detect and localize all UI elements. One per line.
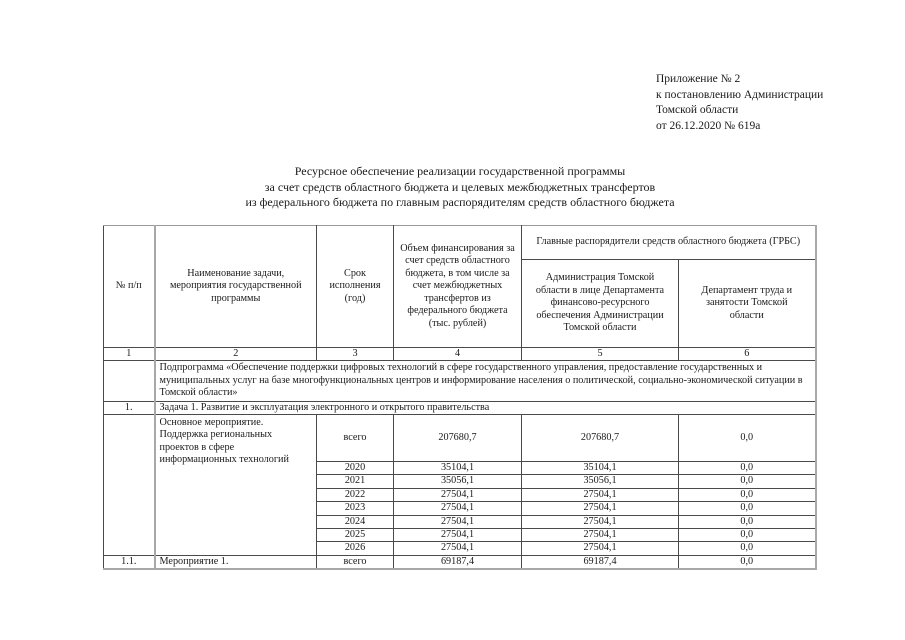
grbs-labor-cell: 0,0: [679, 502, 816, 515]
volume-cell: 27504,1: [394, 529, 522, 542]
term-cell: 2023: [317, 502, 394, 515]
header-grbs-labor: Департамент труда и занятости Томской области: [679, 260, 816, 348]
title-line: Ресурсное обеспечение реализации государственной программы: [294, 164, 626, 178]
task-num: 1.: [104, 401, 155, 414]
volume-cell: 69187,4: [394, 555, 522, 569]
term-cell: 2024: [317, 515, 394, 528]
grbs-admin-cell: 207680,7: [522, 415, 679, 462]
subprogram-title: Подпрограмма «Обеспечение поддержки цифровых технологий в сфере государственного управления, предоставление государственных и муниципальных услуг на базе многофункциональных центров и информирование населения о политической, социально-экономической ситуации в Томской области»: [155, 361, 816, 401]
appendix-line: Томской области: [656, 104, 739, 116]
term-cell: 2025: [317, 529, 394, 542]
col-number: 6: [679, 348, 816, 361]
volume-cell: 207680,7: [394, 415, 522, 462]
volume-cell: 35104,1: [394, 462, 522, 475]
header-volume: Объем финансирования за счет средств областного бюджета, в том числе за счет межбюджетных трансфертов из федерального бюджета (тыс. рублей): [394, 226, 522, 348]
term-cell: 2022: [317, 488, 394, 501]
col-number: 1: [104, 348, 155, 361]
grbs-admin-cell: 27504,1: [522, 529, 679, 542]
resource-table: [103, 225, 817, 570]
col-number: 4: [394, 348, 522, 361]
grbs-admin-cell: 27504,1: [522, 515, 679, 528]
grbs-labor-cell: 0,0: [679, 529, 816, 542]
col-number: 5: [522, 348, 679, 361]
grbs-admin-cell: 69187,4: [522, 555, 679, 569]
main-event-name: Основное мероприятие. Поддержка региональных проектов в сфере информационных технологий: [155, 415, 317, 556]
grbs-labor-cell: 0,0: [679, 415, 816, 462]
volume-cell: 27504,1: [394, 488, 522, 501]
col-number: 2: [155, 348, 317, 361]
grbs-admin-cell: 27504,1: [522, 502, 679, 515]
header-name: Наименование задачи, мероприятия государственной программы: [155, 226, 317, 348]
event-name: Мероприятие 1.: [155, 555, 317, 569]
header-grbs-admin: Администрация Томской области в лице Департамента финансово-ресурсного обеспечения Администрации Томской области: [522, 260, 679, 348]
grbs-labor-cell: 0,0: [679, 462, 816, 475]
title-line: за счет средств областного бюджета и целевых межбюджетных трансфертов: [264, 179, 656, 194]
event-num: 1.1.: [104, 555, 155, 569]
volume-cell: 27504,1: [394, 502, 522, 515]
main-event-num: [104, 415, 155, 556]
volume-cell: 27504,1: [394, 542, 522, 555]
term-cell: всего: [317, 555, 394, 569]
term-cell: 2020: [317, 462, 394, 475]
term-cell: 2021: [317, 475, 394, 488]
header-term: Срок исполнения (год): [317, 226, 394, 348]
term-cell: 2026: [317, 542, 394, 555]
grbs-admin-cell: 35104,1: [522, 462, 679, 475]
header-num: № п/п: [104, 226, 155, 348]
volume-cell: 35056,1: [394, 475, 522, 488]
term-cell: всего: [317, 415, 394, 462]
appendix-reference: [656, 72, 823, 134]
grbs-labor-cell: 0,0: [679, 555, 816, 569]
volume-cell: 27504,1: [394, 515, 522, 528]
document-title: [150, 164, 770, 211]
appendix-line: Приложение № 2: [656, 73, 741, 85]
grbs-admin-cell: 35056,1: [522, 475, 679, 488]
grbs-labor-cell: 0,0: [679, 488, 816, 501]
grbs-labor-cell: 0,0: [679, 475, 816, 488]
col-number: 3: [317, 348, 394, 361]
title-line: из федерального бюджета по главным распорядителям средств областного бюджета: [245, 195, 675, 209]
appendix-line: к постановлению Администрации: [656, 88, 824, 101]
grbs-admin-cell: 27504,1: [522, 542, 679, 555]
header-grbs: Главные распорядители средств областного бюджета (ГРБС): [522, 226, 816, 260]
grbs-admin-cell: 27504,1: [522, 488, 679, 501]
task-title: Задача 1. Развитие и эксплуатация электронного и открытого правительства: [155, 401, 816, 414]
appendix-line: от 26.12.2020 № 619а: [656, 119, 761, 132]
grbs-labor-cell: 0,0: [679, 515, 816, 528]
grbs-labor-cell: 0,0: [679, 542, 816, 555]
subprogram-num: [104, 361, 155, 401]
